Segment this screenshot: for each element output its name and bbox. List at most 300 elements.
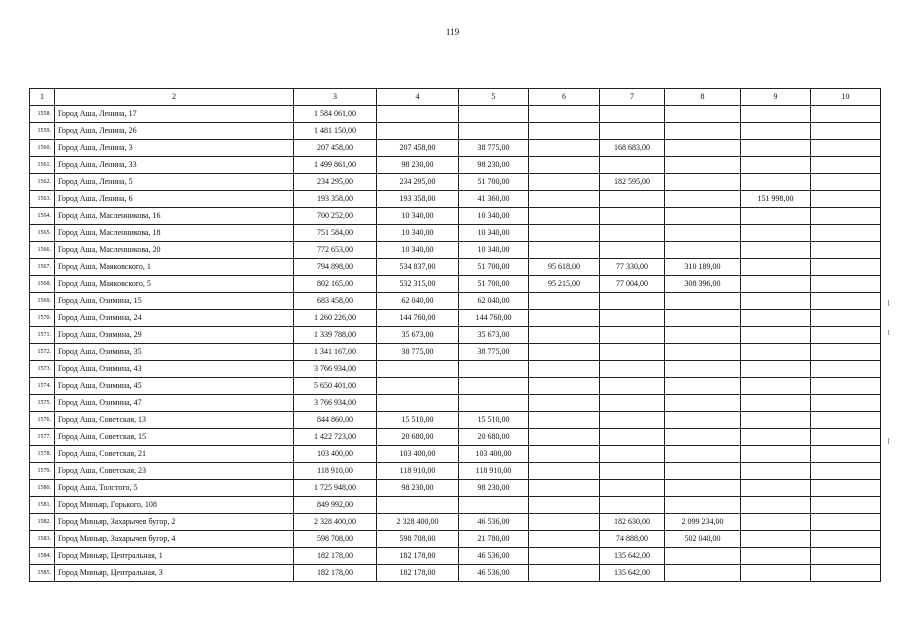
table-body [30,106,881,582]
header-cell: 3 [294,89,377,106]
amount-cell [665,174,741,191]
address-cell: Город Аша, Маяковского, 1 [55,259,294,276]
address-cell: Город Миньяр, Захарычев бугор, 4 [55,531,294,548]
amount-cell: 15 510,00 [459,412,529,429]
amount-cell: 1 584 061,00 [294,106,377,123]
amount-cell: 38 775,00 [377,344,459,361]
amount-cell [811,463,881,480]
amount-cell [811,514,881,531]
row-number-cell: 1566. [30,242,55,259]
amount-cell: 182 178,00 [377,565,459,582]
amount-cell: 234 295,00 [294,174,377,191]
amount-cell [811,225,881,242]
amount-cell: 2 099 234,00 [665,514,741,531]
amount-cell [741,531,811,548]
amount-cell [600,378,665,395]
amount-cell [600,429,665,446]
row-number-cell: 1567. [30,259,55,276]
amount-cell [529,123,600,140]
scan-artifact [888,330,889,335]
amount-cell: 193 358,00 [377,191,459,208]
amount-cell [600,480,665,497]
amount-cell: 5 650 401,00 [294,378,377,395]
amount-cell [741,259,811,276]
amount-cell: 74 888,00 [600,531,665,548]
amount-cell [665,157,741,174]
amount-cell: 802 165,00 [294,276,377,293]
amount-cell: 849 992,00 [294,497,377,514]
amount-cell [600,242,665,259]
table-row [30,310,881,327]
amount-cell [529,157,600,174]
amount-cell: 10 340,00 [377,225,459,242]
amount-cell [665,123,741,140]
header-cell: 10 [811,89,881,106]
amount-cell: 234 295,00 [377,174,459,191]
table-row [30,463,881,480]
amount-cell [600,361,665,378]
amount-cell [529,429,600,446]
amount-cell [741,446,811,463]
amount-cell: 20 680,00 [459,429,529,446]
header-cell: 2 [55,89,294,106]
amount-cell [741,225,811,242]
amount-cell: 118 910,00 [377,463,459,480]
amount-cell [811,123,881,140]
amount-cell: 207 458,00 [377,140,459,157]
amount-cell: 1 725 948,00 [294,480,377,497]
amount-cell [600,395,665,412]
amount-cell [741,140,811,157]
amount-cell: 772 653,00 [294,242,377,259]
header-cell: 9 [741,89,811,106]
amount-cell: 598 708,00 [294,531,377,548]
amount-cell [600,497,665,514]
amount-cell: 3 766 934,00 [294,361,377,378]
table-header [30,89,881,106]
amount-cell: 135 642,00 [600,548,665,565]
table-row [30,480,881,497]
address-cell: Город Аша, Советская, 21 [55,446,294,463]
amount-cell [811,327,881,344]
amount-cell [600,344,665,361]
header-cell: 6 [529,89,600,106]
amount-cell [529,395,600,412]
amount-cell [529,293,600,310]
table-row [30,548,881,565]
table-row [30,531,881,548]
address-cell: Город Аша, Ленина, 17 [55,106,294,123]
amount-cell [665,565,741,582]
amount-cell: 98 230,00 [459,157,529,174]
row-number-cell: 1569. [30,293,55,310]
amount-cell [811,395,881,412]
amount-cell [741,480,811,497]
amount-cell: 135 642,00 [600,565,665,582]
table-row [30,123,881,140]
header-cell: 8 [665,89,741,106]
amount-cell [529,565,600,582]
amount-cell: 38 775,00 [459,140,529,157]
table-row [30,344,881,361]
table-row [30,497,881,514]
address-cell: Город Аша, Масленникова, 16 [55,208,294,225]
amount-cell [811,344,881,361]
scan-artifact [888,438,889,444]
amount-cell [811,446,881,463]
register-table [29,88,881,582]
table-row [30,259,881,276]
amount-cell [600,157,665,174]
amount-cell [665,140,741,157]
table-row [30,565,881,582]
scan-artifact [888,300,889,306]
amount-cell [529,361,600,378]
amount-cell: 182 178,00 [294,548,377,565]
amount-cell: 534 837,00 [377,259,459,276]
row-number-cell: 1578. [30,446,55,463]
amount-cell: 794 898,00 [294,259,377,276]
amount-cell: 168 683,00 [600,140,665,157]
page-number: 119 [445,27,460,37]
amount-cell [459,361,529,378]
row-number-cell: 1558. [30,106,55,123]
amount-cell [665,327,741,344]
address-cell: Город Аша, Масленникова, 18 [55,225,294,242]
amount-cell: 751 584,00 [294,225,377,242]
amount-cell [600,310,665,327]
amount-cell [811,565,881,582]
amount-cell [741,106,811,123]
amount-cell [665,106,741,123]
amount-cell [459,123,529,140]
amount-cell [811,293,881,310]
amount-cell: 46 536,00 [459,548,529,565]
amount-cell: 182 595,00 [600,174,665,191]
table-row [30,395,881,412]
amount-cell [665,480,741,497]
amount-cell: 182 178,00 [294,565,377,582]
table-row [30,412,881,429]
address-cell: Город Аша, Советская, 15 [55,429,294,446]
amount-cell: 77 330,00 [600,259,665,276]
amount-cell: 35 673,00 [377,327,459,344]
amount-cell [600,225,665,242]
table-row [30,242,881,259]
header-cell: 7 [600,89,665,106]
amount-cell [529,225,600,242]
amount-cell [741,157,811,174]
address-cell: Город Аша, Озимина, 24 [55,310,294,327]
amount-cell: 10 340,00 [459,208,529,225]
amount-cell [811,191,881,208]
amount-cell [811,242,881,259]
row-number-cell: 1573. [30,361,55,378]
row-number-cell: 1576. [30,412,55,429]
row-number-cell: 1559. [30,123,55,140]
amount-cell [529,480,600,497]
amount-cell [665,344,741,361]
amount-cell [741,174,811,191]
amount-cell [811,531,881,548]
address-cell: Город Аша, Советская, 13 [55,412,294,429]
amount-cell [529,463,600,480]
amount-cell [741,208,811,225]
table-row [30,174,881,191]
amount-cell: 1 499 861,00 [294,157,377,174]
address-cell: Город Миньяр, Центральная, 3 [55,565,294,582]
table-row [30,446,881,463]
table-row [30,514,881,531]
table-row [30,276,881,293]
address-cell: Город Аша, Толстого, 5 [55,480,294,497]
amount-cell [741,497,811,514]
amount-cell [600,327,665,344]
table-row [30,106,881,123]
amount-cell [600,446,665,463]
amount-cell: 193 358,00 [294,191,377,208]
amount-cell: 598 708,00 [377,531,459,548]
address-cell: Город Миньяр, Захарычев бугор, 2 [55,514,294,531]
amount-cell [741,395,811,412]
address-cell: Город Миньяр, Горького, 108 [55,497,294,514]
amount-cell [600,123,665,140]
amount-cell [665,429,741,446]
amount-cell [741,242,811,259]
amount-cell [741,327,811,344]
amount-cell [665,310,741,327]
amount-cell [665,293,741,310]
amount-cell: 502 040,00 [665,531,741,548]
amount-cell [529,327,600,344]
amount-cell [811,276,881,293]
amount-cell: 51 700,00 [459,174,529,191]
table-row [30,378,881,395]
row-number-cell: 1561. [30,157,55,174]
row-number-cell: 1584. [30,548,55,565]
amount-cell: 62 040,00 [459,293,529,310]
table-row [30,225,881,242]
amount-cell [811,378,881,395]
amount-cell [811,497,881,514]
amount-cell [529,106,600,123]
amount-cell: 683 458,00 [294,293,377,310]
amount-cell [811,174,881,191]
amount-cell: 700 252,00 [294,208,377,225]
row-number-cell: 1571. [30,327,55,344]
amount-cell [665,191,741,208]
amount-cell [529,191,600,208]
amount-cell [741,514,811,531]
amount-cell [811,548,881,565]
amount-cell [665,242,741,259]
amount-cell: 62 040,00 [377,293,459,310]
amount-cell: 1 339 788,00 [294,327,377,344]
amount-cell [665,412,741,429]
row-number-cell: 1568. [30,276,55,293]
amount-cell [811,140,881,157]
amount-cell [741,123,811,140]
amount-cell: 98 230,00 [377,480,459,497]
amount-cell [529,242,600,259]
row-number-cell: 1582. [30,514,55,531]
row-number-cell: 1560. [30,140,55,157]
amount-cell: 118 910,00 [459,463,529,480]
table-row [30,429,881,446]
amount-cell: 10 340,00 [377,242,459,259]
amount-cell [665,463,741,480]
address-cell: Город Аша, Ленина, 6 [55,191,294,208]
amount-cell [529,208,600,225]
amount-cell: 15 510,00 [377,412,459,429]
amount-cell: 144 760,00 [377,310,459,327]
amount-cell [811,361,881,378]
amount-cell: 1 260 226,00 [294,310,377,327]
row-number-cell: 1562. [30,174,55,191]
amount-cell [600,208,665,225]
table-row [30,208,881,225]
address-cell: Город Аша, Озимина, 45 [55,378,294,395]
amount-cell [741,361,811,378]
address-cell: Город Миньяр, Центральная, 1 [55,548,294,565]
amount-cell [665,497,741,514]
row-number-cell: 1564. [30,208,55,225]
amount-cell [459,378,529,395]
amount-cell: 20 680,00 [377,429,459,446]
address-cell: Город Аша, Маяковского, 5 [55,276,294,293]
amount-cell: 51 700,00 [459,276,529,293]
amount-cell [377,378,459,395]
amount-cell: 103 400,00 [294,446,377,463]
amount-cell: 2 328 400,00 [377,514,459,531]
amount-cell: 144 760,00 [459,310,529,327]
address-cell: Город Аша, Ленина, 26 [55,123,294,140]
amount-cell [529,412,600,429]
amount-cell [600,293,665,310]
amount-cell: 3 766 934,00 [294,395,377,412]
amount-cell [529,548,600,565]
amount-cell: 182 178,00 [377,548,459,565]
amount-cell [377,361,459,378]
amount-cell: 310 189,00 [665,259,741,276]
amount-cell: 532 315,00 [377,276,459,293]
row-number-cell: 1570. [30,310,55,327]
amount-cell: 1 422 723,00 [294,429,377,446]
amount-cell: 207 458,00 [294,140,377,157]
amount-cell: 95 618,00 [529,259,600,276]
row-number-cell: 1575. [30,395,55,412]
amount-cell: 38 775,00 [459,344,529,361]
amount-cell [459,106,529,123]
amount-cell: 95 215,00 [529,276,600,293]
row-number-cell: 1577. [30,429,55,446]
amount-cell [529,344,600,361]
row-number-cell: 1585. [30,565,55,582]
amount-cell [529,531,600,548]
amount-cell [741,378,811,395]
amount-cell [811,429,881,446]
amount-cell [459,395,529,412]
amount-cell [529,174,600,191]
header-cell: 1 [30,89,55,106]
row-number-cell: 1563. [30,191,55,208]
amount-cell [811,157,881,174]
amount-cell [529,514,600,531]
amount-cell [665,361,741,378]
row-number-cell: 1579. [30,463,55,480]
amount-cell: 844 860,00 [294,412,377,429]
amount-cell [377,106,459,123]
amount-cell [741,276,811,293]
amount-cell: 46 536,00 [459,565,529,582]
row-number-cell: 1565. [30,225,55,242]
amount-cell [600,106,665,123]
amount-cell [665,395,741,412]
amount-cell [741,463,811,480]
address-cell: Город Аша, Озимина, 29 [55,327,294,344]
amount-cell [811,412,881,429]
amount-cell: 10 340,00 [459,242,529,259]
amount-cell: 10 340,00 [377,208,459,225]
amount-cell [529,310,600,327]
amount-cell [811,259,881,276]
amount-cell: 1 341 167,00 [294,344,377,361]
amount-cell: 77 004,00 [600,276,665,293]
table-row [30,191,881,208]
amount-cell [665,446,741,463]
amount-cell: 46 536,00 [459,514,529,531]
amount-cell [377,395,459,412]
amount-cell: 103 400,00 [377,446,459,463]
table-row [30,293,881,310]
amount-cell: 103 400,00 [459,446,529,463]
amount-cell: 151 998,00 [741,191,811,208]
amount-cell: 35 673,00 [459,327,529,344]
amount-cell [741,344,811,361]
row-number-cell: 1572. [30,344,55,361]
amount-cell [741,429,811,446]
amount-cell: 2 328 400,00 [294,514,377,531]
row-number-cell: 1581. [30,497,55,514]
amount-cell [665,378,741,395]
address-cell: Город Аша, Ленина, 3 [55,140,294,157]
amount-cell [459,497,529,514]
amount-cell [377,123,459,140]
address-cell: Город Аша, Ленина, 5 [55,174,294,191]
header-cell: 5 [459,89,529,106]
amount-cell [529,140,600,157]
amount-cell [811,106,881,123]
amount-cell [600,191,665,208]
address-cell: Город Аша, Озимина, 43 [55,361,294,378]
address-cell: Город Аша, Озимина, 47 [55,395,294,412]
amount-cell [600,412,665,429]
table-row [30,327,881,344]
amount-cell: 51 700,00 [459,259,529,276]
address-cell: Город Аша, Советская, 23 [55,463,294,480]
address-cell: Город Аша, Масленникова, 20 [55,242,294,259]
address-cell: Город Аша, Озимина, 35 [55,344,294,361]
amount-cell: 98 230,00 [377,157,459,174]
amount-cell [811,310,881,327]
amount-cell [600,463,665,480]
amount-cell [741,548,811,565]
amount-cell [811,208,881,225]
amount-cell: 118 910,00 [294,463,377,480]
amount-cell: 1 481 150,00 [294,123,377,140]
table-row [30,140,881,157]
amount-cell [529,446,600,463]
